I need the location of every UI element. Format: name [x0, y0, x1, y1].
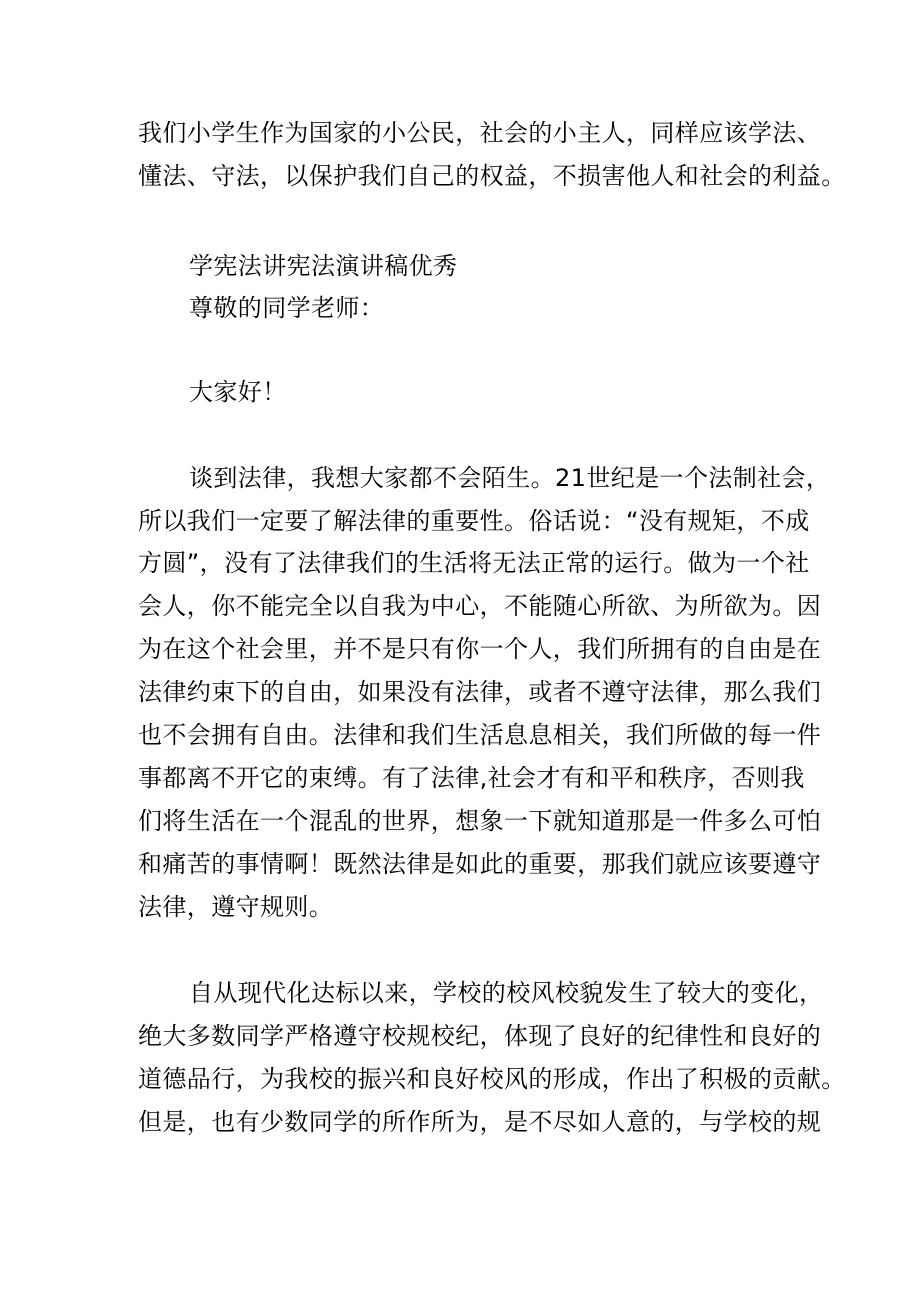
paragraph-2-line-3: 方圆”，没有了法律我们的生活将无法正常的运行。做为一个社	[138, 549, 810, 577]
paragraph-3-line-2: 绝大多数同学严格遵守校规校纪，体现了良好的纪律性和良好的	[138, 1022, 822, 1050]
paragraph-2-line-8: 事都离不开它的束缚。有了法律,社会才有和平和秩序，否则我	[138, 764, 805, 792]
greeting: 大家好！	[189, 378, 287, 406]
paragraph-2-line-11: 法律，遵守规则。	[138, 893, 334, 921]
paragraph-2-line-7: 也不会拥有自由。法律和我们生活息息相关，我们所做的每一件	[138, 721, 822, 749]
paragraph-3-line-3: 道德品行，为我校的振兴和良好校风的形成，作出了积极的贡献。	[138, 1065, 846, 1093]
paragraph-3-line-4: 但是，也有少数同学的所作所为，是不尽如人意的，与学校的规	[138, 1108, 822, 1136]
paragraph-1-line-2: 懂法、守法，以保护我们自己的权益，不损害他人和社会的利益。	[138, 162, 846, 190]
paragraph-2-line-5: 为在这个社会里，并不是只有你一个人，我们所拥有的自由是在	[138, 635, 822, 663]
salutation: 尊敬的同学老师：	[189, 294, 385, 322]
paragraph-3-line-1: 自从现代化达标以来，学校的校风校貌发生了较大的变化，	[189, 979, 824, 1007]
paragraph-2-line-2: 所以我们一定要了解法律的重要性。俗话说：“没有规矩，不成	[138, 507, 810, 535]
paragraph-2-line-4: 会人，你不能完全以自我为中心，不能随心所欲、为所欲为。因	[138, 592, 822, 620]
paragraph-2-line-6: 法律约束下的自由，如果没有法律，或者不遵守法律，那么我们	[138, 678, 822, 706]
paragraph-2-line-9: 们将生活在一个混乱的世界，想象一下就知道那是一件多么可怕	[138, 807, 822, 835]
paragraph-1-line-1: 我们小学生作为国家的小公民，社会的小主人，同样应该学法、	[138, 119, 822, 147]
paragraph-2-line-10: 和痛苦的事情啊！既然法律是如此的重要，那我们就应该要遵守	[138, 850, 822, 878]
speech-title: 学宪法讲宪法演讲稿优秀	[189, 252, 458, 280]
paragraph-2-line-1: 谈到法律，我想大家都不会陌生。21世纪是一个法制社会，	[189, 464, 831, 492]
